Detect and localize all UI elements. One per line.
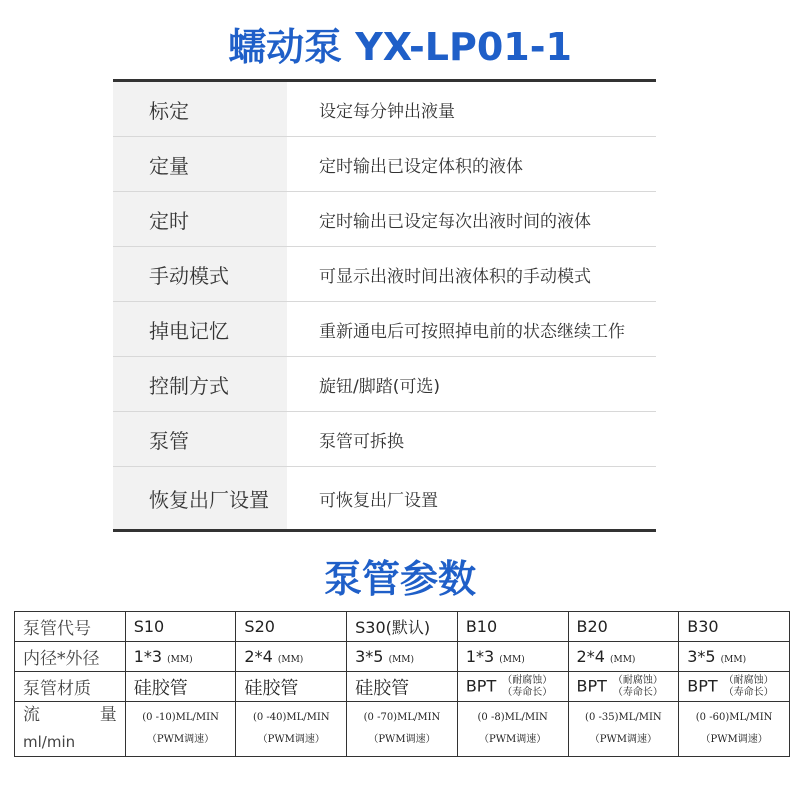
feature-desc: 设定每分钟出液量 [319, 101, 455, 122]
flow-label: 量 [99, 705, 117, 725]
feature-row [113, 247, 656, 302]
feature-desc: 可显示出液时间出液体积的手动模式 [319, 266, 591, 287]
size-value: 3*5 [687, 647, 716, 666]
feature-row [113, 302, 656, 357]
feature-desc: 可恢复出厂设置 [319, 490, 438, 511]
tube-flow [457, 702, 568, 757]
tube-code: B20 [568, 612, 679, 642]
pwm-note: （PWM调速） [589, 734, 657, 745]
tube-code: B30 [679, 612, 790, 642]
params-title: 泵管参数 [323, 557, 476, 601]
tube-size [679, 642, 790, 672]
row-flow [15, 702, 790, 757]
tube-size [568, 642, 679, 672]
tube-material [236, 672, 347, 702]
feature-row [113, 192, 656, 247]
feature-desc: 泵管可拆换 [319, 431, 404, 452]
row-material [15, 672, 790, 702]
material-note: （耐腐蚀） （寿命长） [502, 674, 553, 698]
feature-desc: 旋钮/脚踏(可选) [319, 376, 440, 397]
material-value: 硅胶管 [133, 677, 188, 699]
row-code [15, 612, 790, 642]
flow-label: 流 [23, 705, 40, 725]
feature-name: 泵管 [113, 412, 287, 466]
material-note: （耐腐蚀） （寿命长） [723, 674, 774, 698]
pwm-note: （PWM调速） [479, 734, 547, 745]
tube-size [347, 642, 458, 672]
tube-size [125, 642, 236, 672]
feature-name: 定量 [113, 137, 287, 191]
material-value: BPT [687, 676, 718, 695]
material-value: 硅胶管 [355, 677, 410, 699]
size-unit: (MM) [167, 655, 193, 665]
tube-size [236, 642, 347, 672]
pwm-note: （PWM调速） [257, 734, 325, 745]
tube-flow [125, 702, 236, 757]
params-table [14, 611, 790, 757]
row-label [15, 702, 126, 757]
feature-name: 手动模式 [113, 247, 287, 301]
flow-value: (0 -10)ML/MIN [142, 712, 219, 723]
feature-name: 标定 [113, 82, 287, 136]
material-value: 硅胶管 [244, 677, 299, 699]
tube-flow [679, 702, 790, 757]
size-value: 2*4 [244, 647, 273, 666]
size-unit: (MM) [277, 655, 304, 665]
feature-row [113, 137, 656, 192]
feature-name: 定时 [113, 192, 287, 246]
size-value: 3*5 [355, 647, 384, 666]
page-title: 蠕动泵 YX-LP01-1 [228, 25, 572, 69]
feature-row [113, 412, 656, 467]
size-unit: (MM) [499, 655, 525, 665]
feature-desc: 定时输出已设定体积的液体 [319, 156, 523, 177]
flow-value: (0 -60)ML/MIN [695, 712, 773, 723]
pwm-note: （PWM调速） [146, 734, 215, 745]
tube-flow [236, 702, 347, 757]
feature-name: 控制方式 [113, 357, 287, 411]
pwm-note: （PWM调速） [368, 734, 436, 745]
feature-name: 掉电记忆 [113, 302, 287, 356]
tube-size [457, 642, 568, 672]
row-label: 泵管代号 [15, 612, 126, 642]
flow-value: (0 -8)ML/MIN [477, 712, 548, 723]
tube-flow [347, 702, 458, 757]
feature-row [113, 82, 656, 137]
pwm-note: （PWM调速） [700, 734, 768, 745]
feature-row [113, 467, 656, 529]
tube-material [568, 672, 679, 702]
flow-value: (0 -35)ML/MIN [585, 712, 662, 723]
size-value: 2*4 [576, 647, 605, 666]
flow-unit: ml/min [23, 733, 76, 751]
size-unit: (MM) [609, 655, 636, 665]
tube-code: S20 [236, 612, 347, 642]
feature-name: 恢复出厂设置 [113, 467, 287, 529]
row-size [15, 642, 790, 672]
feature-desc: 定时输出已设定每次出液时间的液体 [319, 211, 591, 232]
tube-material [679, 672, 790, 702]
size-unit: (MM) [388, 655, 415, 665]
tube-material [347, 672, 458, 702]
feature-desc: 重新通电后可按照掉电前的状态继续工作 [319, 321, 625, 342]
tube-code: B10 [457, 612, 568, 642]
tube-code: S30(默认) [347, 612, 458, 642]
feature-table [113, 79, 656, 532]
feature-row [113, 357, 656, 412]
tube-code: S10 [125, 612, 236, 642]
size-unit: (MM) [720, 655, 747, 665]
flow-value: (0 -40)ML/MIN [252, 712, 330, 723]
row-label: 内径*外径 [15, 642, 126, 672]
material-value: BPT [465, 676, 497, 695]
size-value: 1*3 [133, 647, 163, 666]
row-label: 泵管材质 [15, 672, 126, 702]
material-note: （耐腐蚀） （寿命长） [612, 674, 663, 698]
tube-material [457, 672, 568, 702]
flow-value: (0 -70)ML/MIN [363, 712, 441, 723]
size-value: 1*3 [465, 647, 495, 666]
tube-material [125, 672, 236, 702]
tube-flow [568, 702, 679, 757]
material-value: BPT [576, 676, 607, 695]
